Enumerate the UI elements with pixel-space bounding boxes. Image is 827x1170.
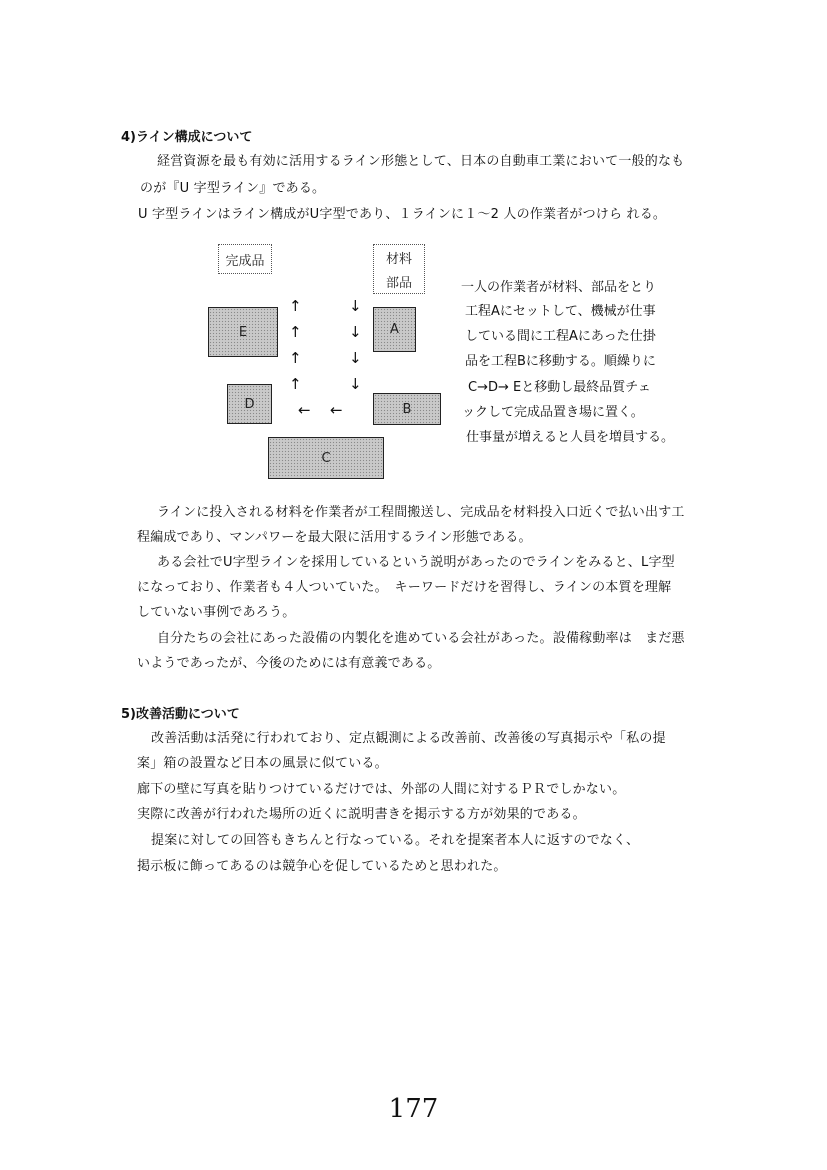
arrow-up-3: ↑ [289, 349, 302, 367]
section-4-heading: 4)ライン構成について [121, 130, 253, 145]
diagram-description-line-5: C→D→ Eと移動し最終品質チェ [468, 380, 651, 395]
arrow-down-3: ↓ [349, 349, 362, 367]
section-4-body-line-7: いようであったが、今後のためには有意義である。 [137, 656, 441, 671]
process-d-box: D [227, 384, 272, 424]
finished-goods-box: 完成品 [218, 244, 272, 274]
materials-label: 材料 [385, 251, 412, 267]
section-5-line-1: 改善活動は活発に行われており、定点観測による改善前、改善後の写真掲示や「私の提 [151, 731, 666, 746]
section-4-intro-line-3: U 字型ラインはライン構成がU字型であり、１ラインに１～2 人の作業者がつけら れる。 [138, 207, 667, 222]
section-4-body-line-4: になっており、作業者も４人ついていた。 キーワードだけを習得し、ラインの本質を理解 [137, 580, 672, 595]
process-a-box: A [373, 307, 416, 352]
section-4-body-line-2: 程編成であり、マンパワーを最大限に活用するライン形態である。 [137, 530, 532, 545]
diagram-description-line-6: ックして完成品置き場に置く。 [462, 405, 644, 420]
section-4-body-line-3: ある会社でU字型ラインを採用しているという説明があったのでラインをみると、L字型 [157, 555, 675, 570]
diagram-description-line-2: 工程Aにセットして、機械が仕事 [465, 304, 656, 319]
section-5-heading: 5)改善活動について [121, 707, 240, 722]
process-c-box: C [268, 437, 384, 479]
section-5-line-4: 実際に改善が行われた場所の近くに説明書きを掲示する方が効果的である。 [137, 807, 586, 822]
materials-parts-box [373, 244, 425, 294]
arrow-down-1: ↓ [349, 297, 362, 315]
section-4-intro-line-1: 経営資源を最も有効に活用するライン形態として、日本の自動車工業において一般的なも [157, 154, 685, 169]
process-b-box: B [373, 393, 441, 425]
arrow-down-2: ↓ [349, 323, 362, 341]
section-5-line-3: 廊下の壁に写真を貼りつけているだけでは、外部の人間に対するＰＲでしかない。 [137, 782, 626, 797]
section-4-body-line-6: 自分たちの会社にあった設備の内製化を進めている会社があった。設備稼動率は まだ悪 [157, 631, 685, 646]
parts-label: 部品 [385, 275, 412, 291]
arrow-left-1: ← [298, 401, 311, 419]
section-4-intro-line-2: のが『U 字型ライン』である。 [140, 181, 326, 196]
page-number: 177 [388, 1094, 439, 1124]
diagram-description-line-1: 一人の作業者が材料、部品をとり [461, 280, 657, 295]
arrow-up-2: ↑ [289, 323, 302, 341]
section-5-line-5: 提案に対しての回答もきちんと行なっている。それを提案者本人に返すのでなく、 [151, 833, 640, 848]
diagram-description-line-7: 仕事量が増えると人員を増員する。 [466, 430, 675, 445]
arrow-left-2: ← [330, 401, 343, 419]
process-e-box: E [208, 307, 278, 357]
arrow-up-4: ↑ [289, 375, 302, 393]
section-5-line-2: 案」箱の設置など日本の風景に似ている。 [137, 756, 388, 771]
section-4-body-line-1: ラインに投入される材料を作業者が工程間搬送し、完成品を材料投入口近くで払い出す工 [157, 505, 685, 520]
arrow-down-4: ↓ [349, 375, 362, 393]
section-4-body-line-5: していない事例であろう。 [137, 605, 296, 620]
diagram-description-line-4: 品を工程Bに移動する。順繰りに [465, 354, 656, 369]
section-5-line-6: 掲示板に飾ってあるのは競争心を促しているためと思われた。 [137, 859, 507, 874]
arrow-up-1: ↑ [289, 297, 302, 315]
diagram-description-line-3: している間に工程Aにあった仕掛 [465, 329, 656, 344]
